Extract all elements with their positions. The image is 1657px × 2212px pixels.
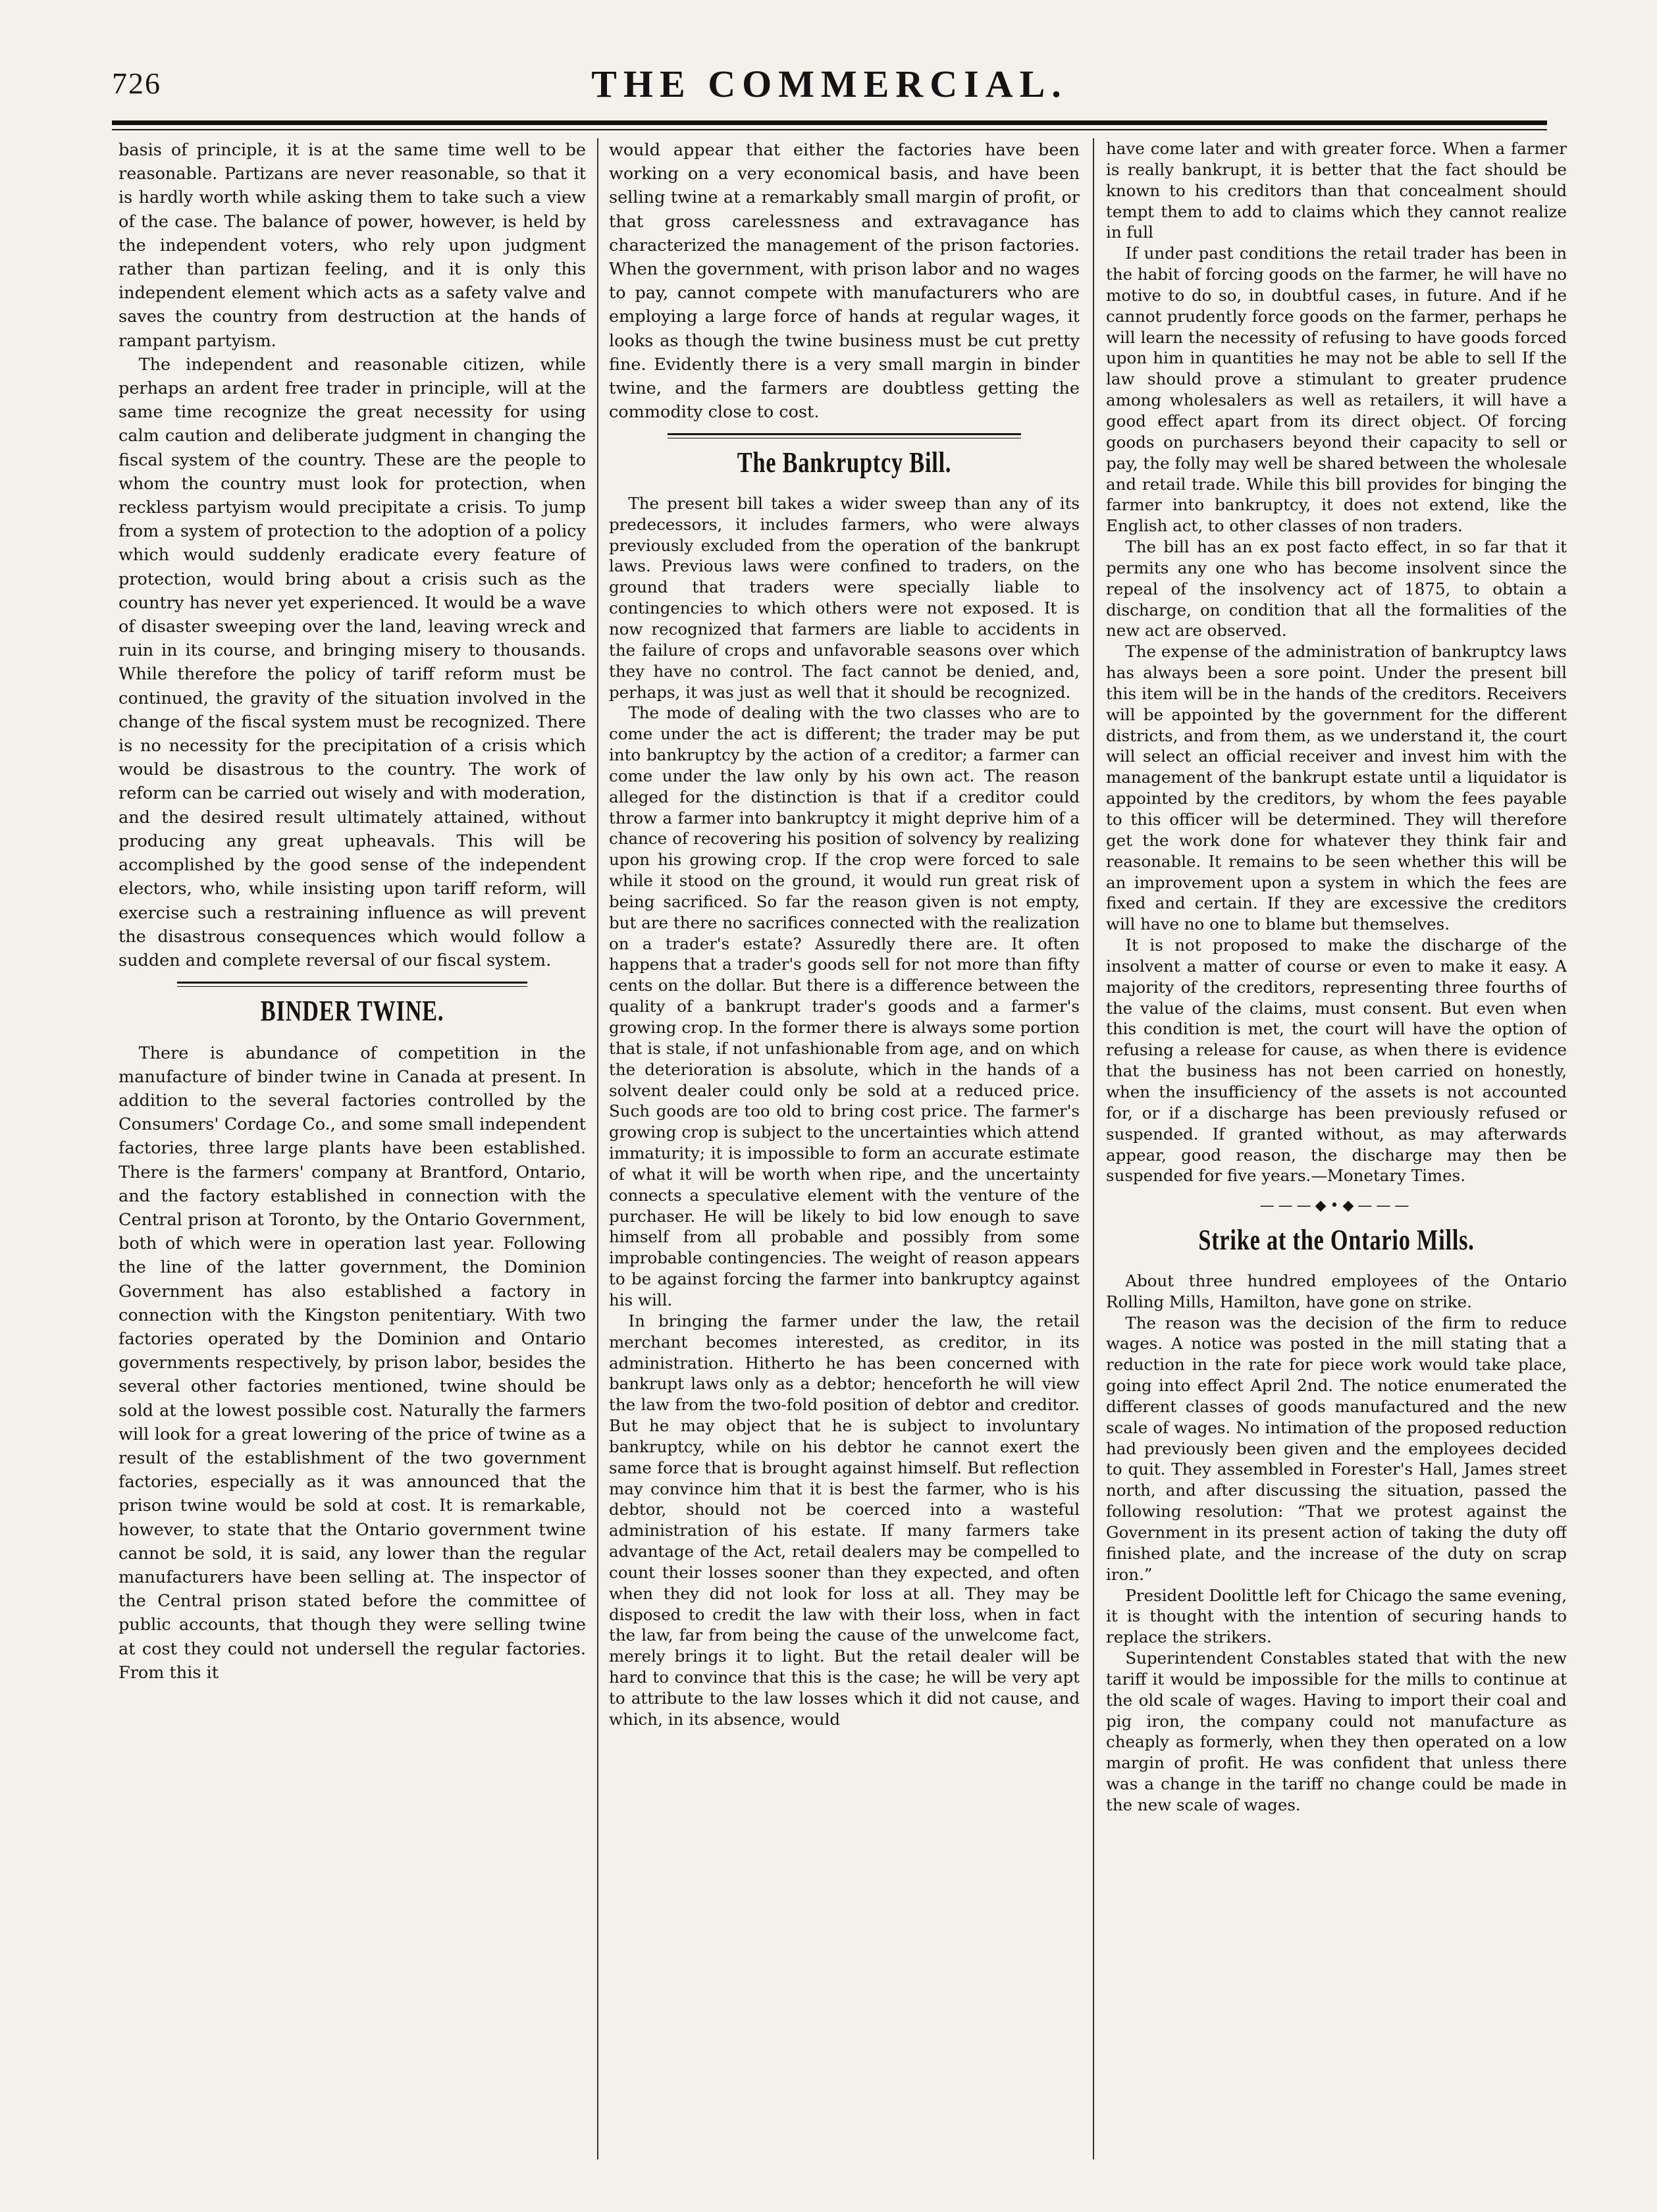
masthead-title: THE COMMERCIAL.: [591, 63, 1068, 105]
page-number: 726: [112, 66, 161, 100]
section-rule: [668, 433, 1020, 438]
article-paragraph: President Doolittle left for Chicago the same evening, it is thought with the intention of securing hands to replace the strikers.: [1106, 1585, 1567, 1647]
section-rule: [177, 982, 528, 987]
column-1: [118, 138, 586, 2179]
headline-bankruptcy-bill: The Bankruptcy Bill.: [737, 446, 952, 479]
article-paragraph: It is not proposed to make the discharge of the insolvent a matter of course or even to make it easy. A majority of the creditors, representing three fourths of the value of the claims, must consent. But even when this condition is met, the court will have the option of refusing a release for cause, as when there is evidence that the business has not been carried on honestly, when the insufficiency of the assets is not accounted for, or if a discharge has been previously refused or suspended. If granted without, as may afterwards appear, good reason, the discharge may then be suspended for five years.—Monetary Times.: [1106, 935, 1567, 1186]
article-paragraph: basis of principle, it is at the same time well to be reasonable. Partizans are never reasonable, so that it is hardly worth while asking them to take such a view of the case. The balance of power, however, is held by the independent voters, who rely upon judgment rather than partizan feeling, and it is only this independent element which acts as a safety valve and saves the country from destruction at the hands of rampant partyism.: [118, 140, 586, 351]
article-paragraph: would appear that either the factories have been working on a very economical basis, and have been selling twine at a remarkably small margin of profit, or that gross carelessness and extravagance has characterized the management of the prison factories. When the government, with prison labor and no wages to pay, cannot compete with manufacturers who are employing a large force of hands at regular wages, it looks as though the twine business must be cut pretty fine. Evidently there is a very small margin in binder twine, and the farmers are doubtless getting the commodity close to cost.: [609, 140, 1080, 423]
article-paragraph: The mode of dealing with the two classes who are to come under the act is different; the trader may be put into bankruptcy by the action of a creditor; a farmer can come under the law only by his own act. The reason alleged for the distinction is that if a creditor could throw a farmer into bankruptcy it might deprive him of a chance of recovering his position of solvency by realizing upon his growing crop. If the crop were forced to sale while it stood on the ground, it would run great risk of being sacrificed. So far the reason given is not empty, but are there no sacrifices connected with the realization on a trader's estate? Assuredly there are. It often happens that a trader's goods sell for not more than fifty cents on the dollar. But there is a difference between the quality of a bankrupt trader's goods and a farmer's growing crop. In the former there is always some portion that is stale, if not unfashionable from age, and on which the deterioration is absolute, which in the hands of a solvent dealer could only be sold at a reduced price. Such goods are too old to bring cost price. The farmer's growing crop is subject to the uncertainties which attend immaturity; it is impossible to form an accurate estimate of what it will be worth when ripe, and the uncertainty connects a speculative element with the venture of the purchaser. He will be likely to bid low enough to save himself from all probable and possibly from some improbable contingencies. The weight of reason appears to be against forcing the farmer into bankruptcy against his will.: [609, 703, 1080, 1309]
column-divider: [597, 138, 598, 2159]
article-paragraph: The reason was the decision of the firm to reduce wages. A notice was posted in the mill stating that a reduction in the rate for piece work would take place, going into effect April 2nd. The notice enumerated the different classes of goods manufactured and the new scale of wages. No intimation of the proposed reduction had previously been given and the employees decided to quit. They assembled in Forester's Hall, James street north, and after discussing the situation, passed the following resolution: “That we protest against the Government in its present action of taking the duty off finished plate, and the increase of the duty on scrap iron.”: [1106, 1313, 1567, 1584]
article-paragraph: The independent and reasonable citizen, while perhaps an ardent free trader in principle, will at the same time recognize the great necessity for using calm caution and deliberate judgment in changing the fiscal system of the country. These are the people to whom the country must look for protection, when reckless partyism would precipitate a crisis. To jump from a system of protection to the adoption of a policy which would suddenly eradicate every feature of protection, would bring about a crisis such as the country has never yet experienced. It would be a wave of disaster sweeping over the land, leaving wreck and ruin in its course, and bringing misery to thousands. While therefore the policy of tariff reform must be continued, the gravity of the situation involved in the change of the fiscal system must be recognized. There is no necessity for the precipitation of a crisis which would be disastrous to the country. The work of reform can be carried out wisely and with moderation, and the desired result ultimately attained, without producing any great upheavals. This will be accomplished by the good sense of the independent electors, who, while insisting upon tariff reform, will exercise such a restraining influence as will prevent the disastrous consequences which would follow a sudden and complete reversal of our fiscal system.: [118, 354, 586, 970]
article-paragraph: About three hundred employees of the Ontario Rolling Mills, Hamilton, have gone on strike.: [1106, 1271, 1567, 1311]
article-paragraph: The present bill takes a wider sweep than any of its predecessors, it includes farmers, who were always previously excluded from the operation of the bankrupt laws. Previous laws were confined to traders, on the ground that traders were specially liable to contingencies to which others were not exposed. It is now recognized that farmers are liable to accidents in the failure of crops and unfavorable seasons over which they have no control. The fact cannot be denied, and, perhaps, it was just as well that it should be recognized.: [609, 493, 1080, 702]
article-paragraph: The bill has an ex post facto effect, in so far that it permits any one who has become insolvent since the repeal of the insolvency act of 1875, to obtain a discharge, on condition that all the formalities of the new act are observed.: [1106, 537, 1567, 641]
column-2: [609, 138, 1080, 2179]
article-paragraph: If under past conditions the retail trader has been in the habit of forcing goods on the farmer, he will have no motive to do so, in doubtful cases, in future. And if he cannot prudently force goods on the farmer, perhaps he will learn the necessity of refusing to have goods forced upon him in quantities he may not be able to sell If the law should prove a stimulant to greater prudence among wholesalers as well as retailers, it will have a good effect apart from its direct object. Of forcing goods on purchasers beyond their capacity to sell or pay, the folly may well be shared between the wholesale and retail trade. While this bill provides for binging the farmer into bankruptcy, it does not extend, like the English act, to other classes of non traders.: [1106, 244, 1567, 536]
article-paragraph: There is abundance of competition in the manufacture of binder twine in Canada at present. In addition to the several factories controlled by the Consumers' Cordage Co., and some small independent factories, three large plants have been established. There is the farmers' company at Brantford, Ontario, and the factory established in connection with the Central prison at Toronto, by the Ontario Government, both of which were in operation last year. Following the line of the latter government, the Dominion Government has also established a factory in connection with the Kingston penitentiary. With two factories operated by the Dominion and Ontario governments respectively, by prison labor, besides the several other factories mentioned, twine should be sold at the lowest possible cost. Naturally the farmers will look for a great lowering of the price of twine as a result of the establishment of the two government factories, especially as it was announced that the prison twine would be sold at cost. It is remarkable, however, to state that the Ontario government twine cannot be sold, it is said, any lower than the regular manufacturers have been selling at. The inspector of the Central prison stated before the committee of public accounts, that though they were selling twine at cost they could not undersell the regular factories. From this it: [118, 1043, 586, 1683]
column-3: [1106, 138, 1567, 2179]
article-paragraph: The expense of the administration of bankruptcy laws has always been a sore point. Under the present bill this item will be in the hands of the creditors. Receivers will be appointed by the government for the different districts, and from them, as we understand it, the court will select an official receiver and invest him with the management of the bankrupt estate until a liquidator is appointed by the creditors, by whom the fees payable to this officer will be determined. They will therefore get the work done for whatever they think fair and reasonable. It remains to be seen whether this will be an improvement upon a system in which the fees are fixed and certain. If they are excessive the creditors will have no one to blame but themselves.: [1106, 642, 1567, 934]
column-divider: [1093, 138, 1094, 2159]
headline-binder-twine: BINDER TWINE.: [260, 995, 444, 1028]
section-ornament: ———◆•◆———: [1259, 1198, 1413, 1215]
article-paragraph: have come later and with greater force. When a farmer is really bankrupt, it is better that the fact should be known to his creditors than that concealment should tempt them to add to claims which they cannot realize in full: [1106, 139, 1567, 242]
header-rule-thin: [112, 129, 1547, 130]
headline-strike-ontario-mills: Strike at the Ontario Mills.: [1198, 1224, 1475, 1257]
article-paragraph: In bringing the farmer under the law, the retail merchant becomes interested, as creditor, in its administration. Hitherto he has been concerned with bankrupt laws only as a debtor; henceforth he will view the law from the two-fold position of debtor and creditor. But he may object that he is subject to involuntary bankruptcy, while on his debtor he cannot exert the same force that is brought against himself. But reflection may convince him that it is best the farmer, who is his debtor, should not be coerced into a wasteful administration of his estate. If many farmers take advantage of the Act, retail dealers may be compelled to count their losses sooner than they expected, and often when they did not look for loss at all. They may be disposed to credit the law with their loss, when in fact the law, far from being the cause of the unwelcome fact, merely brings it to light. But the retail dealer will be hard to convince that this is the case; he will be very apt to attribute to the law losses which it did not cause, and which, in its absence, would: [609, 1311, 1080, 1729]
header-rule-thick: [112, 120, 1547, 125]
article-paragraph: Superintendent Constables stated that with the new tariff it would be impossible for the mills to continue at the old scale of wages. Having to import their coal and pig iron, the company could not manufacture as cheaply as formerly, when they then operated on a low margin of profit. He was confident that unless there was a change in the tariff no change could be made in the new scale of wages.: [1106, 1648, 1567, 1814]
